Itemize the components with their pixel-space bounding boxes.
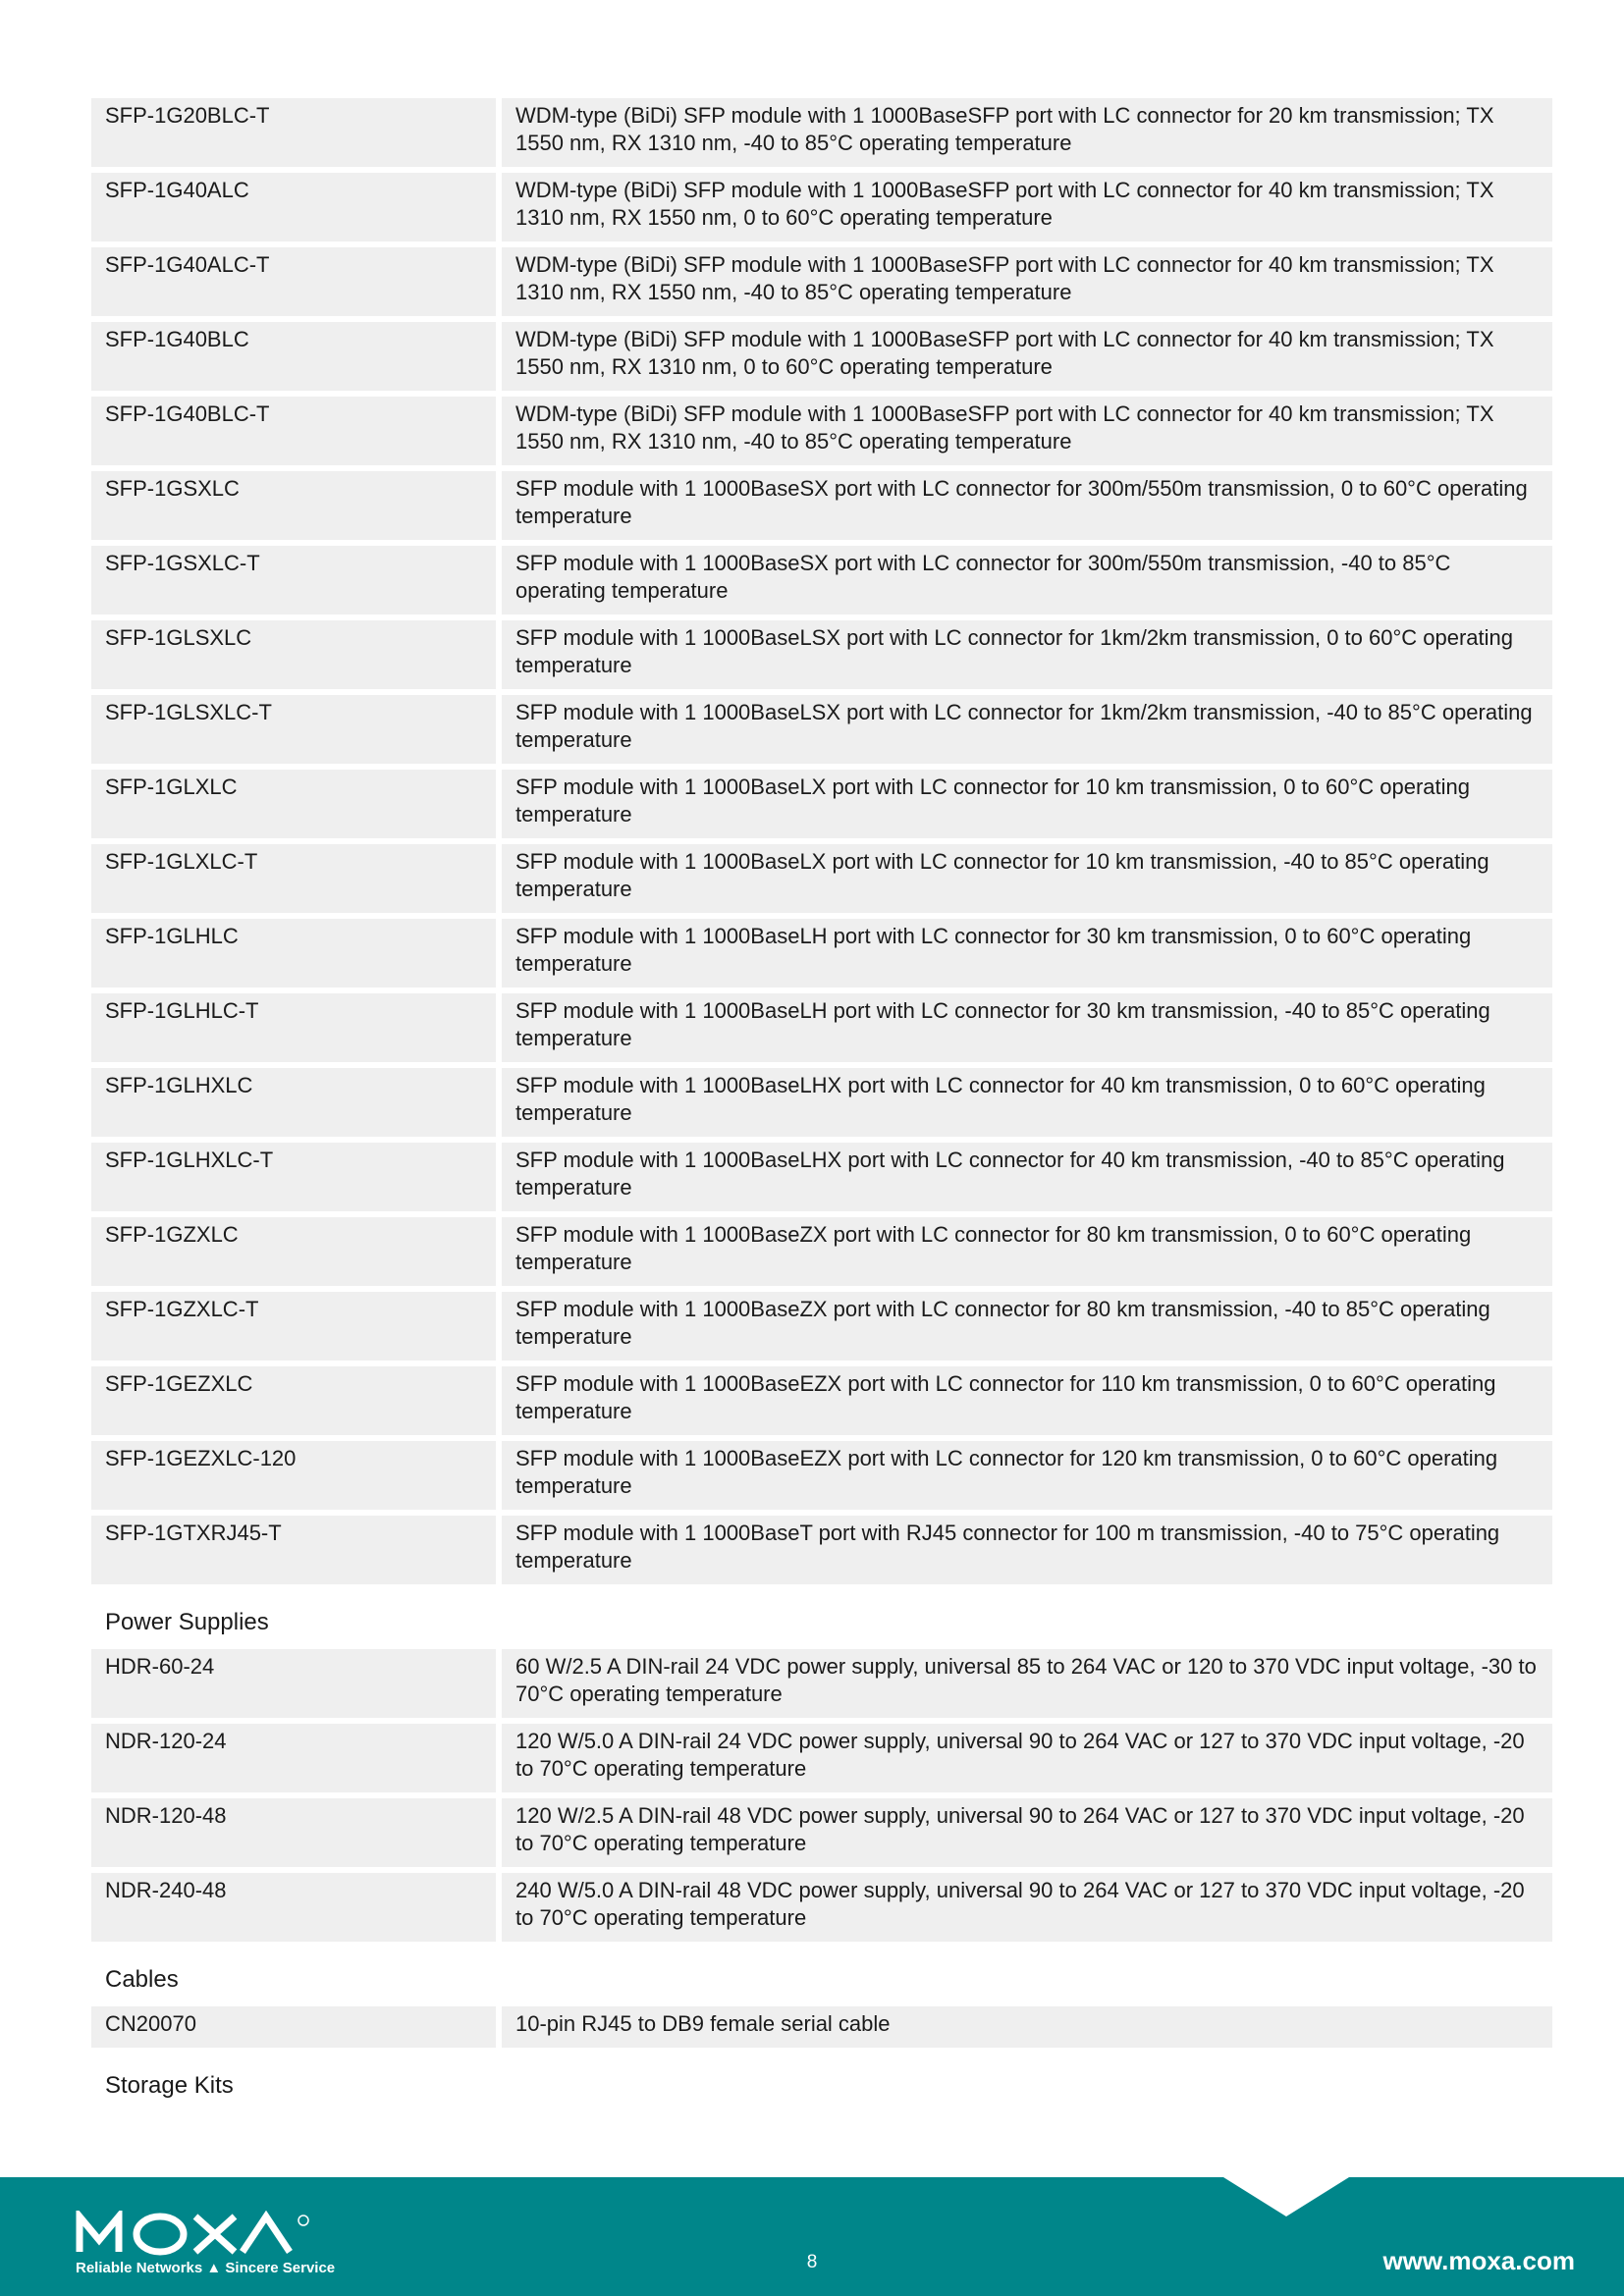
model-name-cell: NDR-120-48 xyxy=(91,1798,496,1867)
model-name-cell: SFP-1GLSXLC xyxy=(91,620,496,689)
model-name-cell: CN20070 xyxy=(91,2006,496,2048)
section-title-cables: Cables xyxy=(105,1966,179,1993)
model-name-cell: SFP-1GLXLC-T xyxy=(91,844,496,913)
model-name-cell: SFP-1GLXLC xyxy=(91,770,496,838)
table-row xyxy=(91,1068,1552,1137)
table-row xyxy=(91,844,1552,913)
model-name-cell: NDR-240-48 xyxy=(91,1873,496,1942)
description-cell: SFP module with 1 1000BaseSX port with LC connector for 300m/550m transmission, -40 to 85°C operating temperature xyxy=(502,546,1552,614)
model-name-cell: SFP-1GSXLC-T xyxy=(91,546,496,614)
description-cell: SFP module with 1 1000BaseEZX port with LC connector for 110 km transmission, 0 to 60°C operating temperature xyxy=(502,1366,1552,1435)
table-row xyxy=(91,98,1552,167)
table-row xyxy=(91,322,1552,391)
model-name-cell: SFP-1GSXLC xyxy=(91,471,496,540)
description-cell: WDM-type (BiDi) SFP module with 1 1000BaseSFP port with LC connector for 40 km transmission; TX 1310 nm, RX 1550 nm, -40 to 85°C operating temperature xyxy=(502,247,1552,316)
moxa-logo-icon xyxy=(76,2211,351,2256)
table-row xyxy=(91,1366,1552,1435)
model-name-cell: SFP-1GLHXLC-T xyxy=(91,1143,496,1211)
section-title-storage-kits: Storage Kits xyxy=(105,2072,234,2099)
table-row xyxy=(91,247,1552,316)
table-row xyxy=(91,1798,1552,1867)
model-name-cell: SFP-1GLHLC-T xyxy=(91,993,496,1062)
table-row xyxy=(91,1292,1552,1361)
power-supplies-table xyxy=(91,1649,1552,1942)
table-row xyxy=(91,770,1552,838)
description-cell: 120 W/5.0 A DIN-rail 24 VDC power supply, universal 90 to 264 VAC or 127 to 370 VDC input voltage, -20 to 70°C operating temperature xyxy=(502,1724,1552,1792)
description-cell: 60 W/2.5 A DIN-rail 24 VDC power supply, universal 85 to 264 VAC or 120 to 370 VDC input voltage, -30 to 70°C operating temperature xyxy=(502,1649,1552,1718)
footer-notch xyxy=(1223,2177,1349,2216)
model-name-cell: SFP-1G40BLC xyxy=(91,322,496,391)
table-row xyxy=(91,471,1552,540)
table-row xyxy=(91,620,1552,689)
description-cell: SFP module with 1 1000BaseLX port with LC connector for 10 km transmission, -40 to 85°C operating temperature xyxy=(502,844,1552,913)
moxa-logo xyxy=(76,2211,351,2279)
description-cell: SFP module with 1 1000BaseLHX port with LC connector for 40 km transmission, -40 to 85°C operating temperature xyxy=(502,1143,1552,1211)
model-name-cell: SFP-1GEZXLC-120 xyxy=(91,1441,496,1510)
description-cell: 240 W/5.0 A DIN-rail 48 VDC power supply, universal 90 to 264 VAC or 127 to 370 VDC input voltage, -20 to 70°C operating temperature xyxy=(502,1873,1552,1942)
description-cell: WDM-type (BiDi) SFP module with 1 1000BaseSFP port with LC connector for 40 km transmission; TX 1550 nm, RX 1310 nm, 0 to 60°C operating temperature xyxy=(502,322,1552,391)
table-row xyxy=(91,546,1552,614)
table-row xyxy=(91,1873,1552,1942)
model-name-cell: SFP-1G40ALC-T xyxy=(91,247,496,316)
table-row xyxy=(91,1724,1552,1792)
page-footer xyxy=(0,2177,1624,2296)
description-cell: SFP module with 1 1000BaseT port with RJ45 connector for 100 m transmission, -40 to 75°C operating temperature xyxy=(502,1516,1552,1584)
table-row xyxy=(91,919,1552,988)
page-content xyxy=(91,98,1552,2112)
description-cell: SFP module with 1 1000BaseLH port with LC connector for 30 km transmission, -40 to 85°C operating temperature xyxy=(502,993,1552,1062)
description-cell: SFP module with 1 1000BaseEZX port with LC connector for 120 km transmission, 0 to 60°C operating temperature xyxy=(502,1441,1552,1510)
table-row xyxy=(91,397,1552,465)
sfp-module-table xyxy=(91,98,1552,1584)
description-cell: SFP module with 1 1000BaseZX port with LC connector for 80 km transmission, -40 to 85°C operating temperature xyxy=(502,1292,1552,1361)
model-name-cell: HDR-60-24 xyxy=(91,1649,496,1718)
description-cell: WDM-type (BiDi) SFP module with 1 1000BaseSFP port with LC connector for 20 km transmission; TX 1550 nm, RX 1310 nm, -40 to 85°C operating temperature xyxy=(502,98,1552,167)
model-name-cell: SFP-1G20BLC-T xyxy=(91,98,496,167)
description-cell: SFP module with 1 1000BaseSX port with LC connector for 300m/550m transmission, 0 to 60°C operating temperature xyxy=(502,471,1552,540)
table-row xyxy=(91,695,1552,764)
section-title-power-supplies: Power Supplies xyxy=(105,1609,269,1635)
description-cell: 10-pin RJ45 to DB9 female serial cable xyxy=(502,2006,1552,2048)
table-row xyxy=(91,993,1552,1062)
description-cell: SFP module with 1 1000BaseLSX port with LC connector for 1km/2km transmission, -40 to 85°C operating temperature xyxy=(502,695,1552,764)
model-name-cell: SFP-1GLHXLC xyxy=(91,1068,496,1137)
footer-tagline: Reliable Networks ▲ Sincere Service xyxy=(76,2260,336,2276)
description-cell: SFP module with 1 1000BaseLHX port with LC connector for 40 km transmission, 0 to 60°C operating temperature xyxy=(502,1068,1552,1137)
description-cell: SFP module with 1 1000BaseLX port with LC connector for 10 km transmission, 0 to 60°C operating temperature xyxy=(502,770,1552,838)
table-row xyxy=(91,1516,1552,1584)
model-name-cell: NDR-120-24 xyxy=(91,1724,496,1792)
description-cell: WDM-type (BiDi) SFP module with 1 1000BaseSFP port with LC connector for 40 km transmission; TX 1310 nm, RX 1550 nm, 0 to 60°C operating temperature xyxy=(502,173,1552,241)
model-name-cell: SFP-1GEZXLC xyxy=(91,1366,496,1435)
cables-table xyxy=(91,2006,1552,2048)
model-name-cell: SFP-1GLSXLC-T xyxy=(91,695,496,764)
description-cell: SFP module with 1 1000BaseLH port with LC connector for 30 km transmission, 0 to 60°C operating temperature xyxy=(502,919,1552,988)
website-link[interactable]: www.moxa.com xyxy=(1382,2246,1575,2275)
table-row xyxy=(91,2006,1552,2048)
table-row xyxy=(91,1649,1552,1718)
model-name-cell: SFP-1GTXRJ45-T xyxy=(91,1516,496,1584)
model-name-cell: SFP-1G40ALC xyxy=(91,173,496,241)
description-cell: WDM-type (BiDi) SFP module with 1 1000BaseSFP port with LC connector for 40 km transmission; TX 1550 nm, RX 1310 nm, -40 to 85°C operating temperature xyxy=(502,397,1552,465)
page-number: 8 xyxy=(806,2252,818,2272)
model-name-cell: SFP-1G40BLC-T xyxy=(91,397,496,465)
model-name-cell: SFP-1GZXLC xyxy=(91,1217,496,1286)
table-row xyxy=(91,1143,1552,1211)
table-row xyxy=(91,1441,1552,1510)
description-cell: SFP module with 1 1000BaseLSX port with LC connector for 1km/2km transmission, 0 to 60°C operating temperature xyxy=(502,620,1552,689)
table-row xyxy=(91,1217,1552,1286)
description-cell: 120 W/2.5 A DIN-rail 48 VDC power supply, universal 90 to 264 VAC or 127 to 370 VDC input voltage, -20 to 70°C operating temperature xyxy=(502,1798,1552,1867)
table-row xyxy=(91,173,1552,241)
model-name-cell: SFP-1GZXLC-T xyxy=(91,1292,496,1361)
description-cell: SFP module with 1 1000BaseZX port with LC connector for 80 km transmission, 0 to 60°C operating temperature xyxy=(502,1217,1552,1286)
model-name-cell: SFP-1GLHLC xyxy=(91,919,496,988)
